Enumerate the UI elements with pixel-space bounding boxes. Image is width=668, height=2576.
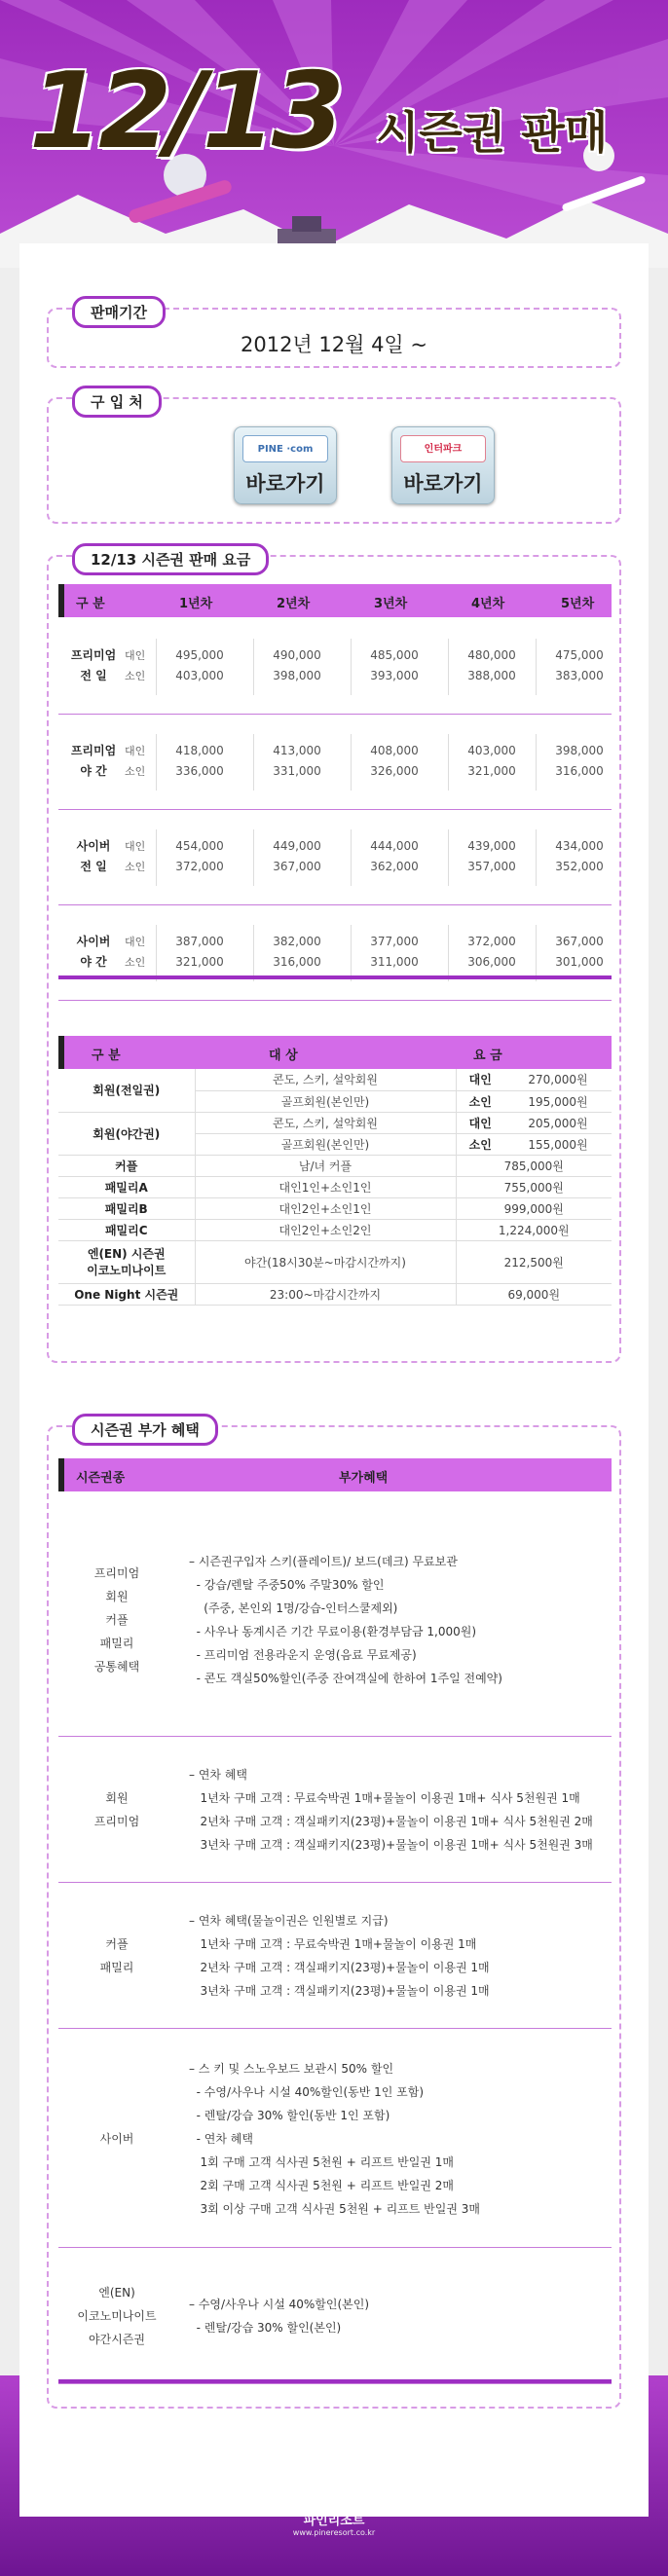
member-target: 골프회원(본인만) <box>195 1133 456 1155</box>
member-target: 콘도, 스키, 설악회원 <box>195 1112 456 1133</box>
member-table <box>58 1069 612 1306</box>
price-column-divider <box>156 829 157 886</box>
member-name: 패밀리C <box>58 1219 195 1240</box>
price-child-value: 357,000 <box>467 860 516 873</box>
benefit-line: 1년차 구매 고객 : 무료숙박권 1매+물놀이 이용권 1매 <box>189 1937 477 1951</box>
benefit-kind-line: 공통혜택 <box>93 1660 140 1674</box>
price-adult-value: 454,000 <box>175 839 224 853</box>
benefit-kind-line: 엔(EN) <box>98 2286 135 2300</box>
price-column-divider <box>536 639 537 695</box>
benefit-line: - 콘도 객실50%할인(주중 잔여객실에 한하여 1주일 전예약) <box>189 1672 502 1685</box>
benefit-kind-line: 프리미엄 <box>93 1566 140 1580</box>
price-adult-value: 495,000 <box>175 648 224 662</box>
member-fee: 999,000원 <box>456 1197 612 1219</box>
price-column-divider <box>351 925 352 981</box>
member-row <box>58 1283 612 1305</box>
benefit-kind-line: 회원 <box>105 1590 129 1603</box>
member-row <box>58 1069 612 1090</box>
member-name: 회원(야간권) <box>58 1112 195 1155</box>
price-column-divider <box>448 829 449 886</box>
interpark-shop-label: 바로가기 <box>403 472 483 496</box>
member-fee: 69,000원 <box>456 1283 612 1305</box>
price-column-divider <box>536 829 537 886</box>
benefit-kind-line: 사이버 <box>99 2131 134 2146</box>
benefit-line: – 수영/사우나 시설 40%할인(본인) <box>189 2298 370 2311</box>
price-row-name-sub: 전 일 <box>80 860 107 873</box>
purchase-tag: 구 입 처 <box>72 386 162 418</box>
price-column-divider <box>253 925 254 981</box>
benefit-kind <box>58 1932 175 1979</box>
member-name: 패밀리B <box>58 1197 195 1219</box>
member-fee: 155,000원 <box>504 1133 612 1155</box>
benefit-kind-line: 패밀리 <box>99 1961 134 1974</box>
sales-period-box <box>47 304 621 368</box>
member-fee-label: 소인 <box>456 1090 504 1112</box>
member-fee: 205,000원 <box>504 1112 612 1133</box>
member-fee: 195,000원 <box>504 1090 612 1112</box>
price-row-name: 프리미엄 <box>70 744 117 757</box>
price-child-label: 소인 <box>125 765 146 778</box>
member-row <box>58 1176 612 1197</box>
benefit-line: – 연차 혜택 <box>189 1768 247 1782</box>
price-header-year1: 1년차 <box>179 597 213 611</box>
member-header-fee: 요 금 <box>473 1049 502 1063</box>
price-adult-value: 434,000 <box>555 839 604 853</box>
benefit-tag: 시즌권 부가 혜택 <box>72 1414 218 1446</box>
purchase-box <box>47 393 621 524</box>
member-name: One Night 시즌권 <box>58 1283 195 1305</box>
benefit-line: - 렌탈/강습 30% 할인(본인) <box>189 2321 342 2335</box>
sales-period-value: 2012년 12월 4일 ~ <box>240 333 427 356</box>
benefit-divider <box>58 2379 612 2383</box>
price-child-value: 367,000 <box>273 860 321 873</box>
price-child-value: 331,000 <box>273 764 321 778</box>
price-child-value: 383,000 <box>555 669 604 682</box>
interpark-logo: 인터파크 <box>400 435 486 462</box>
benefit-line: – 스 키 및 스노우보드 보관시 50% 할인 <box>189 2061 394 2076</box>
price-adult-label: 대인 <box>125 840 146 853</box>
member-fee: 785,000원 <box>456 1155 612 1176</box>
price-adult-label: 대인 <box>125 649 146 662</box>
price-column-divider <box>253 639 254 695</box>
header-banner <box>0 0 668 268</box>
benefit-kind <box>58 2127 175 2151</box>
price-header-year2: 2년차 <box>277 597 311 611</box>
price-adult-value: 413,000 <box>273 744 321 757</box>
benefit-box <box>47 1421 621 2409</box>
price-child-label: 소인 <box>125 861 146 873</box>
price-column-divider <box>253 734 254 791</box>
price-adult-value: 387,000 <box>175 935 224 948</box>
price-adult-value: 408,000 <box>370 744 419 757</box>
price-adult-label: 대인 <box>125 745 146 757</box>
price-adult-value: 367,000 <box>555 935 604 948</box>
pine-shop-button[interactable] <box>234 426 337 504</box>
price-column-divider <box>156 925 157 981</box>
benefit-kind <box>58 1786 175 1833</box>
benefit-kind-line: 회원 <box>105 1791 129 1805</box>
benefit-line: – 시즌권구입자 스키(플레이트)/ 보드(데크) 무료보관 <box>189 1555 458 1568</box>
price-column-divider <box>536 925 537 981</box>
price-adult-value: 403,000 <box>467 744 516 757</box>
member-row <box>58 1240 612 1283</box>
member-target: 남/녀 커플 <box>195 1155 456 1176</box>
price-divider <box>58 975 612 979</box>
member-target: 23:00~마감시간까지 <box>195 1283 456 1305</box>
benefit-lines <box>189 1763 593 1857</box>
benefit-line: 1년차 구매 고객 : 무료숙박권 1매+물놀이 이용권 1매+ 식사 5천원권 1매 <box>189 1791 580 1805</box>
benefit-kind <box>58 2281 175 2351</box>
member-target: 야간(18시30분~마감시간까지) <box>195 1240 456 1283</box>
footer-logo-text: 파인리조트 <box>303 2514 365 2528</box>
benefit-row <box>58 2248 612 2384</box>
member-fee: 755,000원 <box>456 1176 612 1197</box>
price-header-year5: 5년차 <box>561 597 595 611</box>
price-adult-value: 372,000 <box>467 935 516 948</box>
price-column-divider <box>448 639 449 695</box>
price-child-value: 393,000 <box>370 669 419 682</box>
benefit-line: 3년차 구매 고객 : 객실패키지(23평)+물놀이 이용권 1매+ 식사 5천원권 3매 <box>189 1838 593 1852</box>
pine-logo: PINE ·com <box>242 435 328 462</box>
benefit-lines <box>189 2057 480 2221</box>
price-adult-value: 449,000 <box>273 839 321 853</box>
footer-url: www.pineresort.co.kr <box>292 2528 376 2537</box>
price-row <box>58 810 612 905</box>
price-child-value: 372,000 <box>175 860 224 873</box>
price-column-divider <box>536 734 537 791</box>
benefit-line: - 강습/렌탈 주중50% 주말30% 할인 <box>189 1578 385 1592</box>
price-header-year4: 4년차 <box>471 597 505 611</box>
price-child-value: 352,000 <box>555 860 604 873</box>
price-adult-value: 398,000 <box>555 744 604 757</box>
price-child-value: 321,000 <box>175 955 224 969</box>
price-child-value: 403,000 <box>175 669 224 682</box>
benefit-line: 2년차 구매 고객 : 객실패키지(23평)+물놀이 이용권 1매+ 식사 5천원권 2매 <box>189 1815 593 1828</box>
member-target: 콘도, 스키, 설악회원 <box>195 1069 456 1090</box>
price-column-divider <box>448 925 449 981</box>
benefit-line: 1회 구매 고객 식사권 5천원 + 리프트 반일권 1매 <box>189 2154 454 2169</box>
member-target: 골프회원(본인만) <box>195 1090 456 1112</box>
benefit-header-kind: 시즌권종 <box>76 1471 126 1486</box>
price-child-value: 388,000 <box>467 669 516 682</box>
price-row-name: 사이버 <box>76 935 111 948</box>
benefit-line: - 프리미엄 전용라운지 운영(음료 무료제공) <box>189 1648 417 1662</box>
price-child-value: 326,000 <box>370 764 419 778</box>
price-child-value: 321,000 <box>467 764 516 778</box>
price-adult-label: 대인 <box>125 936 146 948</box>
member-fee-label: 대인 <box>456 1112 504 1133</box>
benefit-line: 2회 구매 고객 식사권 5천원 + 리프트 반일권 2매 <box>189 2178 454 2192</box>
price-adult-value: 418,000 <box>175 744 224 757</box>
price-header-year3: 3년차 <box>374 597 408 611</box>
price-child-value: 362,000 <box>370 860 419 873</box>
price-header-row <box>58 584 612 617</box>
member-row <box>58 1219 612 1240</box>
benefit-line: - 사우나 동계시즌 기간 무료이용(환경부담금 1,000원) <box>189 1625 476 1638</box>
title-number: 12/13 <box>29 51 342 172</box>
benefit-lines <box>189 1909 490 2003</box>
member-fee: 1,224,000원 <box>456 1219 612 1240</box>
benefit-kind <box>58 1562 175 1678</box>
price-adult-value: 444,000 <box>370 839 419 853</box>
member-target: 대인1인+소인1인 <box>195 1176 456 1197</box>
member-target: 대인2인+소인2인 <box>195 1219 456 1240</box>
price-box <box>47 551 621 1363</box>
member-header-category: 구 분 <box>92 1049 121 1063</box>
member-row <box>58 1197 612 1219</box>
member-target: 대인2인+소인1인 <box>195 1197 456 1219</box>
interpark-shop-button[interactable] <box>391 426 495 504</box>
price-adult-value: 480,000 <box>467 648 516 662</box>
member-name: 커플 <box>58 1155 195 1176</box>
footer-logo <box>276 2478 392 2537</box>
price-column-divider <box>156 639 157 695</box>
pine-shop-label: 바로가기 <box>245 472 325 496</box>
title-text: 시즌권 판매 <box>376 106 609 159</box>
member-header-row <box>58 1036 612 1069</box>
member-row <box>58 1112 612 1133</box>
footer-logo-icon <box>315 2478 353 2507</box>
price-child-value: 316,000 <box>555 764 604 778</box>
benefit-row <box>58 2029 612 2248</box>
price-child-value: 336,000 <box>175 764 224 778</box>
member-name: 회원(전일권) <box>58 1069 195 1112</box>
price-row-name-sub: 전 일 <box>80 669 107 682</box>
price-adult-value: 490,000 <box>273 648 321 662</box>
member-row <box>58 1155 612 1176</box>
member-fee-label: 대인 <box>456 1069 504 1090</box>
benefit-line: 2년차 구매 고객 : 객실패키지(23평)+물놀이 이용권 1매 <box>189 1961 490 1974</box>
benefit-line: (주중, 본인외 1명/강습-인터스쿨제외) <box>189 1601 398 1615</box>
benefit-line: - 렌탈/강습 30% 할인(동반 1인 포함) <box>189 2108 390 2122</box>
price-row-name: 사이버 <box>76 839 111 853</box>
price-row <box>58 905 612 1001</box>
benefit-kind-line: 커플 <box>105 1937 129 1951</box>
benefit-header-row <box>58 1458 612 1491</box>
benefit-line: 3년차 구매 고객 : 객실패키지(23평)+물놀이 이용권 1매 <box>189 1984 490 1998</box>
benefit-kind-line: 커플 <box>105 1613 129 1627</box>
benefit-row <box>58 1503 612 1737</box>
price-row-name-sub: 야 간 <box>80 764 107 778</box>
benefit-header-benefit: 부가혜택 <box>339 1471 389 1486</box>
price-child-value: 311,000 <box>370 955 419 969</box>
price-adult-value: 475,000 <box>555 648 604 662</box>
benefit-lines <box>189 1550 502 1690</box>
price-column-divider <box>448 734 449 791</box>
price-column-divider <box>351 734 352 791</box>
benefit-kind-line: 야간시즌권 <box>89 2333 145 2346</box>
price-child-value: 316,000 <box>273 955 321 969</box>
benefit-kind-line: 패밀리 <box>99 1637 134 1650</box>
price-child-value: 301,000 <box>555 955 604 969</box>
price-adult-value: 439,000 <box>467 839 516 853</box>
benefit-kind-line: 프리미엄 <box>93 1815 140 1828</box>
price-column-divider <box>351 639 352 695</box>
member-name: 엔(EN) 시즌권 이코노미나이트 <box>58 1240 195 1283</box>
price-column-divider <box>351 829 352 886</box>
benefit-line: – 연차 혜택(물놀이권은 인원별로 지급) <box>189 1914 389 1928</box>
benefit-line: - 수영/사우나 시설 40%할인(동반 1인 포함) <box>189 2084 425 2099</box>
price-row <box>58 715 612 810</box>
member-header-target: 대 상 <box>269 1049 298 1063</box>
price-row <box>58 619 612 715</box>
price-adult-value: 382,000 <box>273 935 321 948</box>
price-row-name: 프리미엄 <box>70 648 117 662</box>
benefit-lines <box>189 2293 369 2339</box>
benefit-line: - 연차 혜택 <box>189 2131 253 2146</box>
member-fee: 270,000원 <box>504 1069 612 1090</box>
benefit-row <box>58 1737 612 1883</box>
price-adult-value: 485,000 <box>370 648 419 662</box>
benefit-row <box>58 1883 612 2029</box>
benefit-kind-line: 이코노미나이트 <box>77 2309 157 2323</box>
price-row-name-sub: 야 간 <box>80 955 107 969</box>
price-child-label: 소인 <box>125 956 146 969</box>
sales-period-tag: 판매기간 <box>72 296 166 328</box>
member-fee: 212,500원 <box>456 1240 612 1283</box>
member-fee-label: 소인 <box>456 1133 504 1155</box>
price-column-divider <box>253 829 254 886</box>
member-name: 패밀리A <box>58 1176 195 1197</box>
price-child-value: 398,000 <box>273 669 321 682</box>
price-child-label: 소인 <box>125 670 146 682</box>
price-adult-value: 377,000 <box>370 935 419 948</box>
price-header-category: 구 분 <box>76 597 105 611</box>
price-tag: 12/13 시즌권 판매 요금 <box>72 543 269 575</box>
price-column-divider <box>156 734 157 791</box>
benefit-line: 3회 이상 구매 고객 식사권 5천원 + 리프트 반일권 3매 <box>189 2201 480 2216</box>
price-child-value: 306,000 <box>467 955 516 969</box>
